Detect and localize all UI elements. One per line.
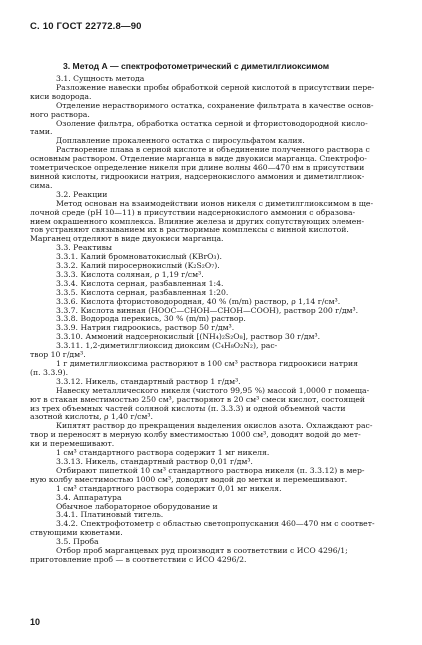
text-line: 3.3.6. Кислота фтористоводородная, 40 % (m/m) раствор, ρ 1,14 г/см³. [56, 297, 341, 306]
text-line: 3.3.2. Калий пиросернокислый (K₂S₂O₇). [56, 262, 220, 271]
text-line: 3.4. Аппаратура [56, 493, 122, 502]
text-line: Растворение плава в серной кислоте и объединение полученного раствора с [56, 146, 370, 155]
text-line: 3.5. Проба [56, 538, 99, 547]
text-line: Озоление фильтра, обработка остатка серной и фтористоводородной кисло- [56, 119, 368, 128]
text-line: 3.3.7. Кислота винная (HOOC—CHOH—CHOH—COOH), раствор 200 г/дм³. [56, 306, 359, 315]
text-line: 3.3.13. Никель, стандартный раствор 0,01 г/дм³. [56, 457, 253, 466]
text-line: ную колбу вместимостью 1000 см³, доводят водой до метки и перемешивают. [30, 475, 348, 484]
text-line: сима. [30, 181, 53, 190]
text-line: киси водорода. [30, 92, 92, 101]
page-number: 10 [30, 617, 41, 627]
text-line: Разложение навески пробы обработкой серной кислотой в присутствии пере- [56, 83, 375, 92]
text-line: Метод основан на взаимодействии ионов никеля с диметилглиоксимом в ще- [56, 199, 374, 208]
text-line: 3.3.12. Никель, стандартный раствор 1 г/дм³. [56, 377, 241, 386]
text-line: 3.3.11. 1,2-диметилглиоксид диоксим (C₄H₈O₂N₂), рас- [56, 342, 278, 351]
text-line: 3.3. Реактивы [56, 244, 113, 253]
text-line: 3.2. Реакции [56, 190, 108, 199]
text-line: 3.3.4. Кислота серная, разбавленная 1:4. [56, 279, 224, 288]
text-line: азотной кислоты, ρ 1,40 г/см³. [30, 413, 153, 422]
text-line: винной кислоты, гидроокиси натрия, надсернокислого аммония и диметилглиок- [30, 172, 365, 181]
text-line: приготовление проб — в соответствии с ИСО 4296/2. [30, 555, 247, 564]
text-line: 3.3.1. Калий бромноватокислый (KBrO₃). [56, 253, 222, 262]
text-line: Кипятят раствор до прекращения выделения окислов азота. Охлаждают рас- [56, 422, 373, 431]
text-line: ки и перемешивают. [30, 440, 115, 449]
text-line: (п. 3.3.9). [30, 368, 69, 377]
text-line: тами. [30, 128, 53, 137]
text-line: ного раствора. [30, 110, 90, 119]
text-line: лочной среде (рН 10—11) в присутствии надсернокислого аммония с образова- [30, 208, 356, 217]
text-line: 1 г диметилглиоксима растворяют в 100 см³ раствора гидроокиси натрия [56, 360, 358, 368]
text-line: Марганец отделяют в виде двуокиси марганца. [30, 235, 224, 244]
text-line: 1 см³ стандартного раствора содержит 1 мг никеля. [56, 449, 270, 458]
text-line: тов устраняют связыванием их в растворимые комплексы с винной кислотой. [30, 226, 349, 235]
text-line: 3.3.8. Водорода перекись, 30 % (m/m) раствор. [56, 315, 246, 324]
text-line: 3.4.2. Спектрофотометр с областью светопропускания 460—470 нм с соответ- [56, 520, 375, 529]
text-line: Отбор проб марганцевых руд производят в соответствии с ИСО 4296/1; [56, 547, 348, 556]
section-title: 3. Метод А — спектрофотометрический с диметилглиоксимом [63, 61, 330, 71]
page-header: С. 10 ГОСТ 22772.8—90 [30, 21, 142, 32]
text-line: 1 см³ стандартного раствора содержит 0,01 мг никеля. [56, 484, 282, 493]
body-text [30, 75, 408, 565]
text-line: 3.1. Сущность метода [56, 75, 145, 83]
text-line: 3.3.10. Аммоний надсернокислый [(NH₄)₂S₂O₈], раствор 30 г/дм³. [56, 333, 321, 342]
text-line: тометрическое определение никеля при длине волны 460—470 нм в присутствии [30, 164, 365, 173]
text-line: из трех объемных частей соляной кислоты (п. 3.3.3) и одной объемной части [30, 404, 346, 413]
text-line: Обычное лабораторное оборудование и [56, 502, 218, 511]
text-line: 3.4.1. Платиновый тигель. [56, 511, 164, 520]
text-line: твор 10 г/дм³. [30, 351, 86, 360]
text-line: нием окрашенного комплекса. Влияние железа и других сопутствующих элемен- [30, 217, 365, 226]
text-line: Навеску металлического никеля (чистого 99,95 %) массой 1,0000 г помеща- [56, 386, 370, 395]
text-line: твор и переносят в мерную колбу вместимостью 1000 см³, доводят водой до мет- [30, 431, 361, 440]
text-line: 3.3.9. Натрия гидроокись, раствор 50 г/дм³. [56, 324, 235, 333]
text-line: 3.3.5. Кислота серная, разбавленная 1:20. [56, 288, 229, 297]
text-line: ют в стакан вместимостью 250 см³, растворяют в 20 см³ смеси кислот, состоящей [30, 395, 366, 404]
text-line: Отделение нерастворимого остатка, сохранение фильтрата в качестве основ- [56, 101, 374, 110]
text-line: 3.3.3. Кислота соляная, ρ 1,19 г/см³. [56, 270, 204, 279]
text-line: ствующими кюветами. [30, 529, 123, 538]
text-line: Отбирают пипеткой 10 см³ стандартного раствора никеля (п. 3.3.12) в мер- [56, 466, 365, 475]
text-line: основным раствором. Отделение марганца в виде двуокиси марганца. Спектрофо- [30, 155, 367, 164]
text-line: Доплавление прокаленного остатка с пиросульфатом калия. [56, 137, 305, 146]
